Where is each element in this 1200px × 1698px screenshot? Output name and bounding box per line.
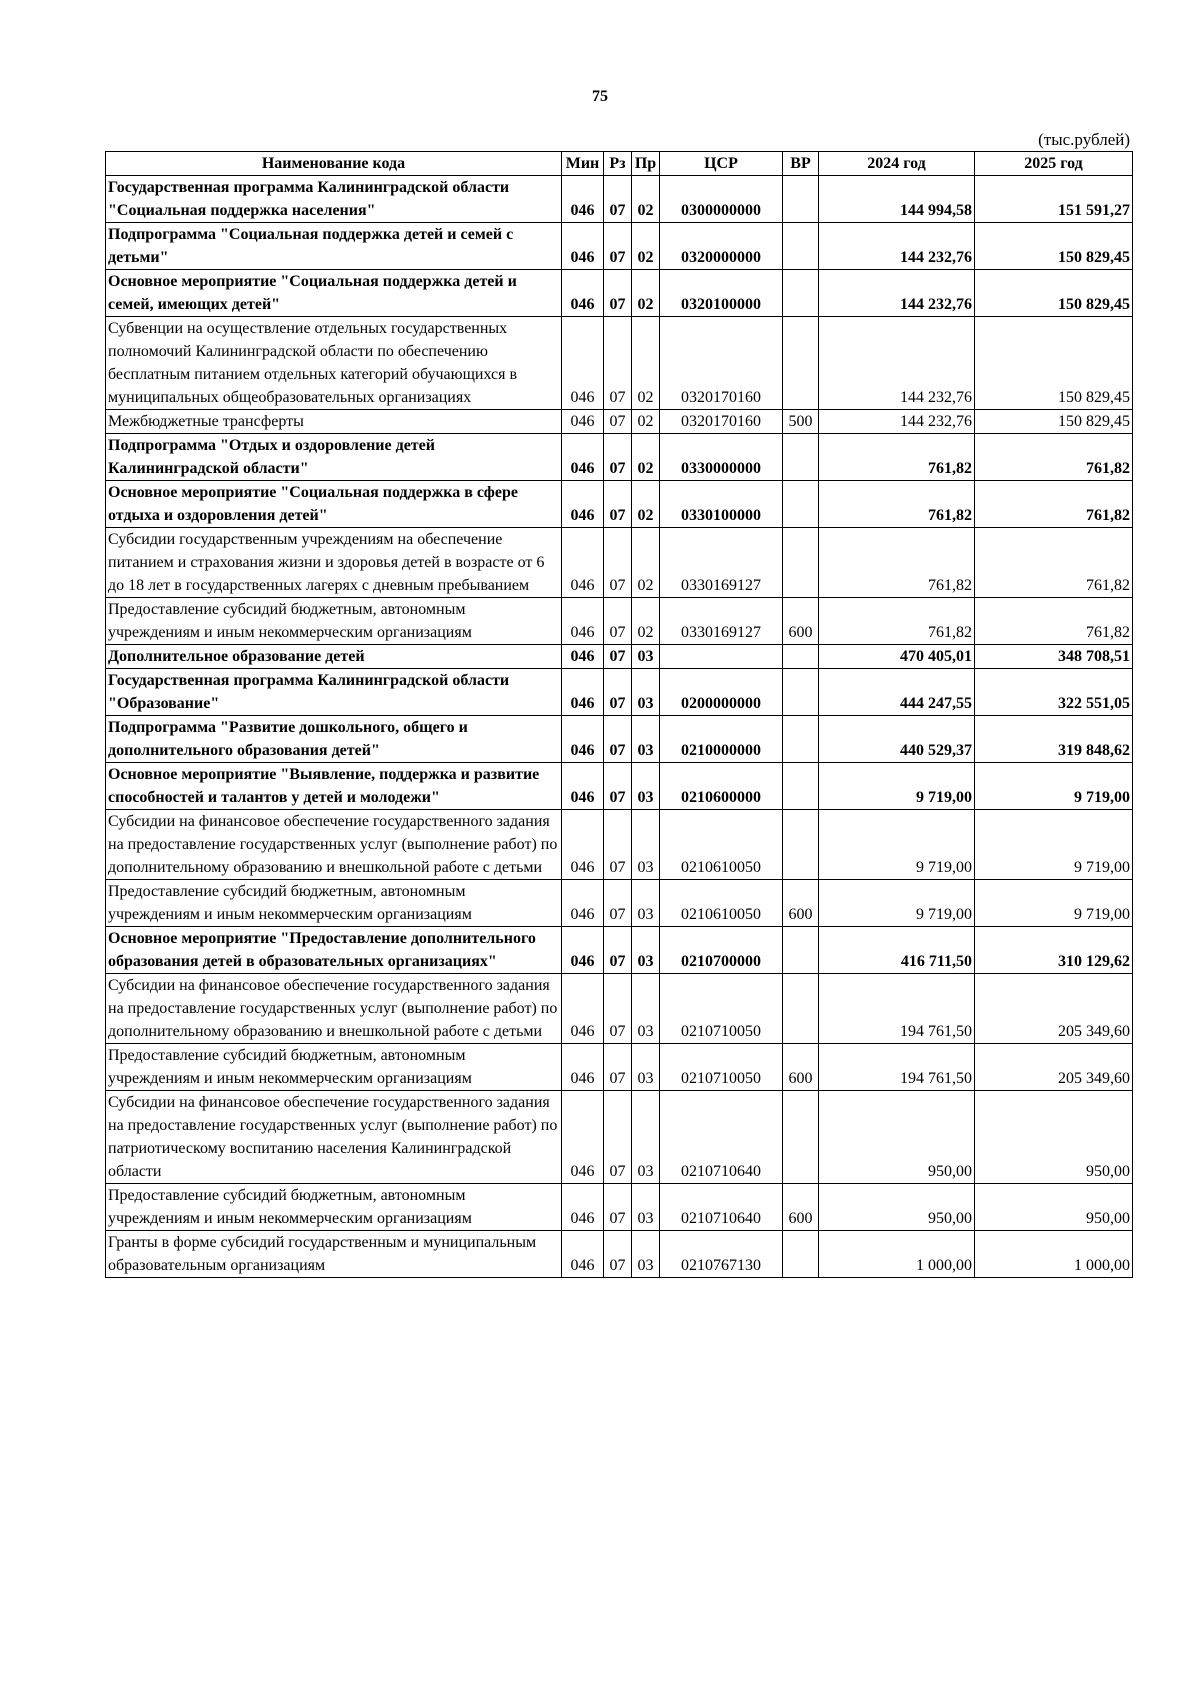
header-csr: ЦСР bbox=[660, 152, 783, 176]
cell-csr: 0210600000 bbox=[660, 763, 783, 810]
cell-rz: 07 bbox=[604, 176, 632, 223]
cell-vr bbox=[783, 223, 819, 270]
cell-2024: 144 232,76 bbox=[819, 317, 975, 410]
cell-2024: 761,82 bbox=[819, 528, 975, 598]
cell-name: Подпрограмма "Отдых и оздоровление детей Калининградской области" bbox=[106, 434, 562, 481]
cell-name: Субсидии на финансовое обеспечение государственного задания на предоставление государственных услуг (выполнение работ) по патриотическому воспитанию населения Калининградской области bbox=[106, 1091, 562, 1184]
cell-pr: 02 bbox=[632, 598, 660, 645]
table-row bbox=[106, 176, 1133, 223]
cell-pr: 03 bbox=[632, 645, 660, 669]
cell-2025: 205 349,60 bbox=[975, 974, 1133, 1044]
cell-csr: 0200000000 bbox=[660, 669, 783, 716]
cell-2025: 1 000,00 bbox=[975, 1231, 1133, 1278]
cell-csr: 0320100000 bbox=[660, 270, 783, 317]
cell-rz: 07 bbox=[604, 598, 632, 645]
cell-vr bbox=[783, 716, 819, 763]
cell-min: 046 bbox=[562, 317, 604, 410]
table-row bbox=[106, 598, 1133, 645]
table-row bbox=[106, 880, 1133, 927]
cell-rz: 07 bbox=[604, 669, 632, 716]
header-name: Наименование кода bbox=[106, 152, 562, 176]
table-row bbox=[106, 410, 1133, 434]
cell-pr: 02 bbox=[632, 317, 660, 410]
table-body bbox=[106, 176, 1133, 1278]
cell-min: 046 bbox=[562, 1091, 604, 1184]
cell-2024: 1 000,00 bbox=[819, 1231, 975, 1278]
table-row bbox=[106, 481, 1133, 528]
cell-2024: 144 232,76 bbox=[819, 410, 975, 434]
cell-2025: 950,00 bbox=[975, 1091, 1133, 1184]
cell-pr: 02 bbox=[632, 223, 660, 270]
cell-min: 046 bbox=[562, 716, 604, 763]
cell-name: Субвенции на осуществление отдельных государственных полномочий Калининградской области по обеспечению бесплатным питанием отдельных категорий обучающихся в муниципальных общеобразовательных организациях bbox=[106, 317, 562, 410]
budget-table bbox=[105, 151, 1133, 1278]
cell-2025: 9 719,00 bbox=[975, 880, 1133, 927]
header-2025: 2025 год bbox=[975, 152, 1133, 176]
cell-name: Основное мероприятие "Выявление, поддержка и развитие способностей и талантов у детей и молодежи" bbox=[106, 763, 562, 810]
cell-name: Подпрограмма "Социальная поддержка детей и семей с детьми" bbox=[106, 223, 562, 270]
cell-csr: 0330000000 bbox=[660, 434, 783, 481]
cell-pr: 03 bbox=[632, 763, 660, 810]
cell-vr bbox=[783, 763, 819, 810]
cell-vr bbox=[783, 645, 819, 669]
page-number: 75 bbox=[592, 88, 608, 105]
cell-min: 046 bbox=[562, 880, 604, 927]
table-row bbox=[106, 669, 1133, 716]
cell-rz: 07 bbox=[604, 528, 632, 598]
cell-name: Основное мероприятие "Социальная поддержка в сфере отдыха и оздоровления детей" bbox=[106, 481, 562, 528]
cell-2025: 9 719,00 bbox=[975, 810, 1133, 880]
cell-rz: 07 bbox=[604, 1184, 632, 1231]
cell-csr: 0320170160 bbox=[660, 410, 783, 434]
cell-2024: 144 232,76 bbox=[819, 223, 975, 270]
cell-rz: 07 bbox=[604, 1044, 632, 1091]
cell-pr: 03 bbox=[632, 1091, 660, 1184]
cell-vr bbox=[783, 434, 819, 481]
table-row bbox=[106, 434, 1133, 481]
cell-2024: 194 761,50 bbox=[819, 1044, 975, 1091]
cell-pr: 03 bbox=[632, 1231, 660, 1278]
cell-csr: 0320170160 bbox=[660, 317, 783, 410]
cell-pr: 02 bbox=[632, 528, 660, 598]
cell-name: Основное мероприятие "Предоставление дополнительного образования детей в образовательных организациях" bbox=[106, 927, 562, 974]
cell-min: 046 bbox=[562, 1044, 604, 1091]
cell-csr: 0210710640 bbox=[660, 1184, 783, 1231]
cell-rz: 07 bbox=[604, 410, 632, 434]
cell-name: Государственная программа Калининградской области "Социальная поддержка населения" bbox=[106, 176, 562, 223]
cell-rz: 07 bbox=[604, 1091, 632, 1184]
cell-csr: 0330100000 bbox=[660, 481, 783, 528]
cell-rz: 07 bbox=[604, 880, 632, 927]
cell-rz: 07 bbox=[604, 434, 632, 481]
header-min: Мин bbox=[562, 152, 604, 176]
cell-pr: 03 bbox=[632, 880, 660, 927]
cell-csr: 0210610050 bbox=[660, 810, 783, 880]
cell-rz: 07 bbox=[604, 810, 632, 880]
cell-name: Субсидии на финансовое обеспечение государственного задания на предоставление государственных услуг (выполнение работ) по дополнительному образованию и внешкольной работе с детьми bbox=[106, 810, 562, 880]
table-row bbox=[106, 645, 1133, 669]
cell-2025: 310 129,62 bbox=[975, 927, 1133, 974]
cell-min: 046 bbox=[562, 176, 604, 223]
cell-2024: 470 405,01 bbox=[819, 645, 975, 669]
cell-csr: 0210767130 bbox=[660, 1231, 783, 1278]
cell-vr bbox=[783, 669, 819, 716]
cell-vr bbox=[783, 317, 819, 410]
cell-vr bbox=[783, 974, 819, 1044]
cell-min: 046 bbox=[562, 974, 604, 1044]
cell-name: Подпрограмма "Развитие дошкольного, общего и дополнительного образования детей" bbox=[106, 716, 562, 763]
cell-vr bbox=[783, 270, 819, 317]
table-row bbox=[106, 270, 1133, 317]
cell-2025: 761,82 bbox=[975, 434, 1133, 481]
cell-2024: 9 719,00 bbox=[819, 880, 975, 927]
cell-min: 046 bbox=[562, 810, 604, 880]
cell-rz: 07 bbox=[604, 1231, 632, 1278]
cell-pr: 02 bbox=[632, 434, 660, 481]
header-2024: 2024 год bbox=[819, 152, 975, 176]
cell-vr bbox=[783, 927, 819, 974]
cell-name: Субсидии на финансовое обеспечение государственного задания на предоставление государственных услуг (выполнение работ) по дополнительному образованию и внешкольной работе с детьми bbox=[106, 974, 562, 1044]
header-rz: Рз bbox=[604, 152, 632, 176]
cell-2025: 950,00 bbox=[975, 1184, 1133, 1231]
cell-2025: 322 551,05 bbox=[975, 669, 1133, 716]
cell-pr: 03 bbox=[632, 1184, 660, 1231]
cell-csr bbox=[660, 645, 783, 669]
cell-csr: 0330169127 bbox=[660, 598, 783, 645]
cell-min: 046 bbox=[562, 528, 604, 598]
cell-2025: 150 829,45 bbox=[975, 223, 1133, 270]
cell-vr bbox=[783, 481, 819, 528]
table-row bbox=[106, 1184, 1133, 1231]
cell-pr: 02 bbox=[632, 481, 660, 528]
table-row bbox=[106, 810, 1133, 880]
table-header-row bbox=[106, 152, 1133, 176]
table-row bbox=[106, 927, 1133, 974]
cell-vr: 600 bbox=[783, 880, 819, 927]
cell-2025: 205 349,60 bbox=[975, 1044, 1133, 1091]
cell-2025: 150 829,45 bbox=[975, 270, 1133, 317]
cell-min: 046 bbox=[562, 410, 604, 434]
cell-vr bbox=[783, 1091, 819, 1184]
cell-min: 046 bbox=[562, 434, 604, 481]
cell-csr: 0210710050 bbox=[660, 1044, 783, 1091]
cell-pr: 03 bbox=[632, 1044, 660, 1091]
cell-name: Предоставление субсидий бюджетным, автономным учреждениям и иным некоммерческим организациям bbox=[106, 598, 562, 645]
table-row bbox=[106, 317, 1133, 410]
cell-min: 046 bbox=[562, 927, 604, 974]
table-row bbox=[106, 223, 1133, 270]
header-vr: ВР bbox=[783, 152, 819, 176]
cell-2024: 950,00 bbox=[819, 1184, 975, 1231]
header-pr: Пр bbox=[632, 152, 660, 176]
cell-name: Государственная программа Калининградской области "Образование" bbox=[106, 669, 562, 716]
cell-pr: 03 bbox=[632, 716, 660, 763]
cell-name: Основное мероприятие "Социальная поддержка детей и семей, имеющих детей" bbox=[106, 270, 562, 317]
cell-2024: 416 711,50 bbox=[819, 927, 975, 974]
cell-pr: 03 bbox=[632, 669, 660, 716]
cell-2025: 150 829,45 bbox=[975, 410, 1133, 434]
cell-csr: 0320000000 bbox=[660, 223, 783, 270]
cell-name: Гранты в форме субсидий государственным и муниципальным образовательным организациям bbox=[106, 1231, 562, 1278]
cell-2024: 440 529,37 bbox=[819, 716, 975, 763]
cell-name: Предоставление субсидий бюджетным, автономным учреждениям и иным некоммерческим организациям bbox=[106, 880, 562, 927]
cell-csr: 0210000000 bbox=[660, 716, 783, 763]
cell-2025: 151 591,27 bbox=[975, 176, 1133, 223]
cell-min: 046 bbox=[562, 270, 604, 317]
cell-2024: 144 994,58 bbox=[819, 176, 975, 223]
cell-2024: 950,00 bbox=[819, 1091, 975, 1184]
cell-name: Дополнительное образование детей bbox=[106, 645, 562, 669]
cell-2024: 761,82 bbox=[819, 481, 975, 528]
units-label: (тыс.рублей) bbox=[1038, 130, 1130, 149]
cell-vr: 600 bbox=[783, 598, 819, 645]
cell-min: 046 bbox=[562, 645, 604, 669]
cell-name: Межбюджетные трансферты bbox=[106, 410, 562, 434]
cell-pr: 03 bbox=[632, 974, 660, 1044]
cell-csr: 0210710640 bbox=[660, 1091, 783, 1184]
table-row bbox=[106, 528, 1133, 598]
cell-csr: 0330169127 bbox=[660, 528, 783, 598]
cell-2024: 9 719,00 bbox=[819, 810, 975, 880]
cell-2025: 9 719,00 bbox=[975, 763, 1133, 810]
cell-pr: 03 bbox=[632, 810, 660, 880]
cell-2024: 9 719,00 bbox=[819, 763, 975, 810]
cell-pr: 02 bbox=[632, 176, 660, 223]
cell-2025: 761,82 bbox=[975, 481, 1133, 528]
cell-rz: 07 bbox=[604, 223, 632, 270]
cell-2024: 444 247,55 bbox=[819, 669, 975, 716]
cell-2025: 319 848,62 bbox=[975, 716, 1133, 763]
cell-min: 046 bbox=[562, 481, 604, 528]
cell-2025: 761,82 bbox=[975, 528, 1133, 598]
table-row bbox=[106, 1044, 1133, 1091]
cell-pr: 02 bbox=[632, 410, 660, 434]
cell-pr: 03 bbox=[632, 927, 660, 974]
cell-csr: 0210700000 bbox=[660, 927, 783, 974]
cell-2024: 761,82 bbox=[819, 434, 975, 481]
cell-csr: 0210710050 bbox=[660, 974, 783, 1044]
cell-min: 046 bbox=[562, 763, 604, 810]
cell-rz: 07 bbox=[604, 974, 632, 1044]
cell-2024: 761,82 bbox=[819, 598, 975, 645]
cell-name: Субсидии государственным учреждениям на обеспечение питанием и страхования жизни и здоровья детей в возрасте от 6 до 18 лет в государственных лагерях с дневным пребыванием bbox=[106, 528, 562, 598]
cell-csr: 0210610050 bbox=[660, 880, 783, 927]
cell-vr: 500 bbox=[783, 410, 819, 434]
table-row bbox=[106, 974, 1133, 1044]
cell-rz: 07 bbox=[604, 481, 632, 528]
table-row bbox=[106, 763, 1133, 810]
cell-pr: 02 bbox=[632, 270, 660, 317]
cell-vr bbox=[783, 1231, 819, 1278]
cell-rz: 07 bbox=[604, 645, 632, 669]
cell-2025: 761,82 bbox=[975, 598, 1133, 645]
cell-csr: 0300000000 bbox=[660, 176, 783, 223]
cell-vr bbox=[783, 810, 819, 880]
cell-rz: 07 bbox=[604, 317, 632, 410]
cell-vr: 600 bbox=[783, 1044, 819, 1091]
table-row bbox=[106, 1091, 1133, 1184]
cell-2025: 150 829,45 bbox=[975, 317, 1133, 410]
cell-min: 046 bbox=[562, 669, 604, 716]
cell-min: 046 bbox=[562, 223, 604, 270]
cell-min: 046 bbox=[562, 1184, 604, 1231]
cell-name: Предоставление субсидий бюджетным, автономным учреждениям и иным некоммерческим организациям bbox=[106, 1044, 562, 1091]
cell-vr: 600 bbox=[783, 1184, 819, 1231]
cell-rz: 07 bbox=[604, 927, 632, 974]
cell-min: 046 bbox=[562, 598, 604, 645]
cell-name: Предоставление субсидий бюджетным, автономным учреждениям и иным некоммерческим организациям bbox=[106, 1184, 562, 1231]
cell-2024: 144 232,76 bbox=[819, 270, 975, 317]
table-row bbox=[106, 1231, 1133, 1278]
cell-vr bbox=[783, 528, 819, 598]
cell-rz: 07 bbox=[604, 716, 632, 763]
cell-2024: 194 761,50 bbox=[819, 974, 975, 1044]
cell-rz: 07 bbox=[604, 763, 632, 810]
cell-min: 046 bbox=[562, 1231, 604, 1278]
cell-vr bbox=[783, 176, 819, 223]
table-row bbox=[106, 716, 1133, 763]
cell-rz: 07 bbox=[604, 270, 632, 317]
cell-2025: 348 708,51 bbox=[975, 645, 1133, 669]
